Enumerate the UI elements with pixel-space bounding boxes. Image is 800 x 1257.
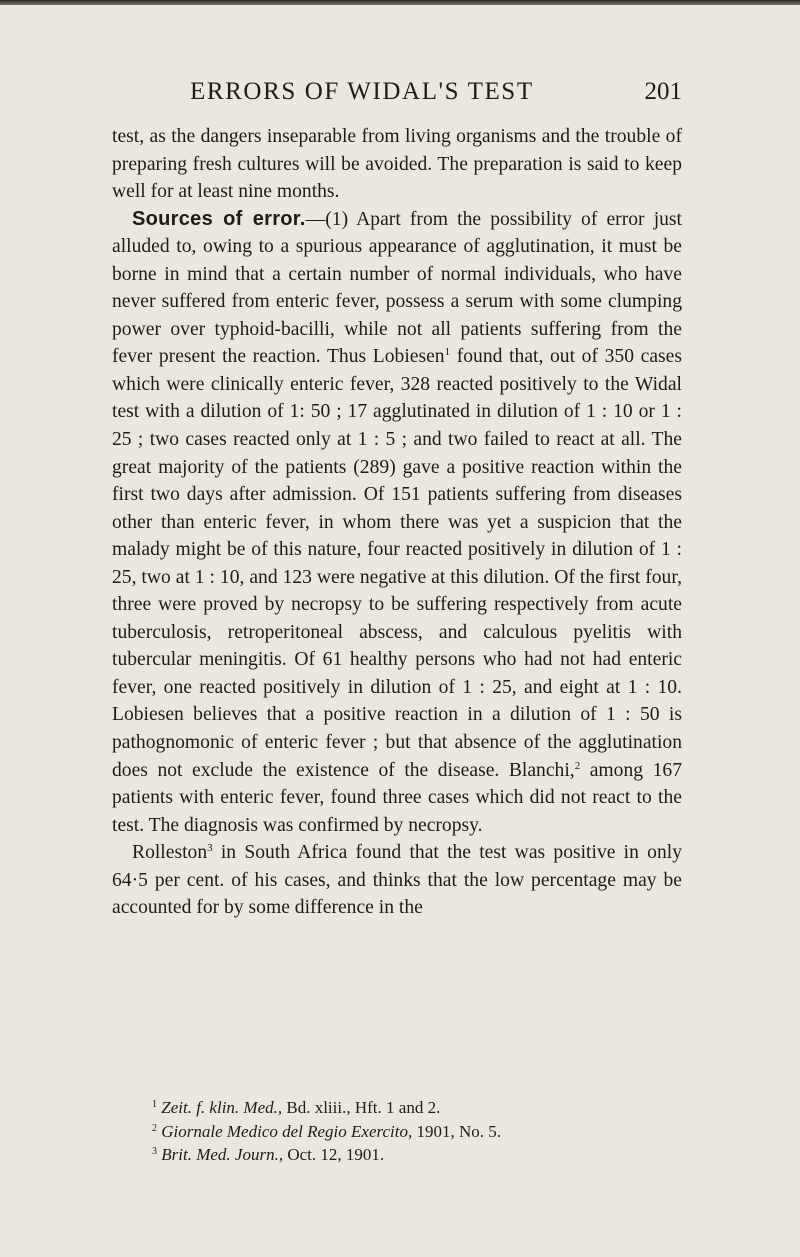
- paragraph-text: found that, out of 350 cases which were clinically enteric fever, 328 reacted positively to the Widal test with a dilution of 1: 50 ; 17 agglutinated in dilution of 1 : 10 or 1 : 25 ; two cases reacted only at 1 : 5 ; and two failed to react at all. The great majority of the patients (289) gave a positive reaction within the first two days after admission. Of 151 patients suffering from diseases other than enteric fever, in whom there was yet a suspicion that the malady might be of this nature, four reacted positively in dilution of 1 : 25, two at 1 : 10, and 123 were negative at this dilution. Of the first four, three were proved by necropsy to be suffering respectively from acute tuberculosis, retroperitoneal abscess, and calculous pyelitis with tubercular meningitis. Of 61 healthy persons who had not had enteric fever, one reacted positively in dilution of 1 : 25, and eight at 1 : 10. Lobiesen believes that a positive reaction in a dilution of 1 : 50 is pathognomonic of enteric fever ; but that absence of the agglutination does not exclude the existence of the disease. Blanchi,: [112, 346, 682, 781]
- footnote-source: Zeit. f. klin. Med.,: [161, 1098, 283, 1117]
- body-text: [112, 123, 682, 922]
- footnote-ref-3: 3: [207, 842, 213, 855]
- footnote-detail: Oct. 12, 1901.: [283, 1145, 385, 1164]
- paragraph-text: among 167 patients with enteric fever, found three cases which did not react to the test. The diagnosis was confirmed by necropsy.: [112, 759, 683, 836]
- paragraph-text: —(1) Apart from the possibility of error just alluded to, owing to a spurious appearance of agglutination, it must be borne in mind that a certain number of normal individuals, who have never suffered from enteric fever, possess a serum with some clumping power over typhoid-bacilli, while not all patients suffering from the fever present the reaction. Thus Lobiesen: [112, 208, 682, 368]
- footnotes: [152, 1096, 682, 1167]
- footnote-source: Brit. Med. Journ.,: [161, 1145, 284, 1164]
- paragraph-sources-of-error: [112, 206, 682, 840]
- footnote-ref-2: 2: [574, 759, 581, 772]
- footnote: [152, 1143, 682, 1167]
- footnote-detail: Bd. xliii., Hft. 1 and 2.: [282, 1098, 441, 1117]
- footnote-mark: 2: [152, 1122, 157, 1134]
- footnote: [152, 1096, 682, 1120]
- footnote-mark: 1: [152, 1099, 157, 1110]
- section-sidehead: Sources of error.: [132, 207, 306, 230]
- footnote-source: Giornale Medico del Regio Exercito,: [161, 1121, 413, 1141]
- footnote-mark: 3: [152, 1146, 157, 1157]
- page-number: 201: [644, 78, 682, 105]
- running-title: ERRORS OF WIDAL'S TEST: [190, 78, 534, 105]
- running-head: [112, 78, 682, 114]
- paragraph-text: in South Africa found that the test was positive in only 64·5 per cent. of his cases, and thinks that the low percentage may be accounted for by some difference in the: [112, 842, 682, 919]
- footnote-ref-1: 1: [444, 346, 451, 359]
- paragraph-text: Rolleston: [132, 842, 208, 864]
- paragraph-rolleston: [112, 839, 682, 922]
- top-edge-rule: [0, 0, 800, 5]
- paragraph-continuation: test, as the dangers inseparable from living organisms and the trouble of preparing fresh cultures will be avoided. The preparation is said to keep well for at least nine months.: [112, 126, 682, 203]
- footnote: [152, 1120, 682, 1144]
- footnote-detail: 1901, No. 5.: [412, 1121, 502, 1141]
